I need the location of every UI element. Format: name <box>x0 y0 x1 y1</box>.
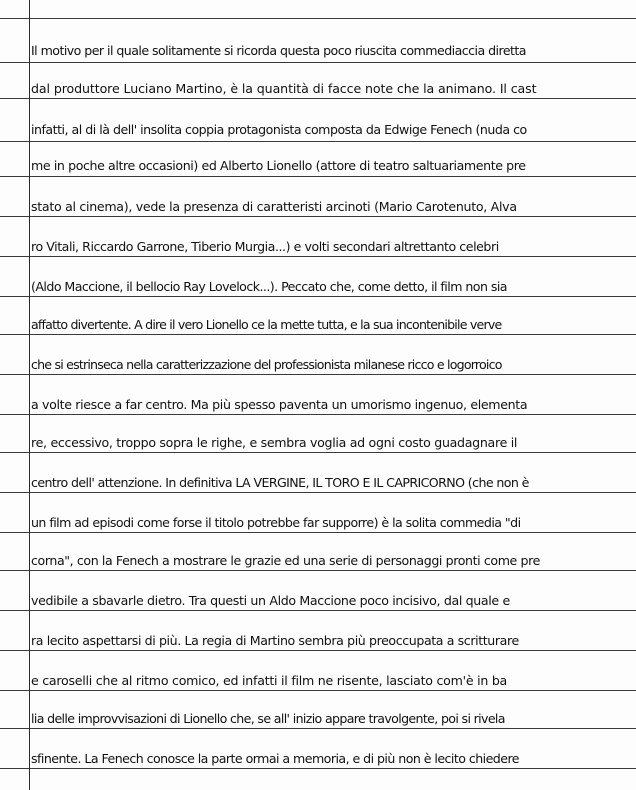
text-line: affatto divertente. A dire il vero Lionello ce la mette tutta, e la sua incontenibile verve <box>31 317 502 332</box>
text-line: (Aldo Maccione, il bellocio Ray Lovelock...). Peccato che, come detto, il film non sia <box>31 279 507 294</box>
ruled-line <box>0 141 636 142</box>
text-line: Il motivo per il quale solitamente si ricorda questa poco riuscita commediaccia diretta <box>31 43 526 58</box>
text-line: sfinente. La Fenech conosce la parte ormai a memoria, e di più non è lecito chiedere <box>31 751 519 766</box>
text-line: corna", con la Fenech a mostrare le grazie ed una serie di personaggi pronti come pre <box>31 553 540 568</box>
text-line: a volte riesce a far centro. Ma più spesso paventa un umorismo ingenuo, elementa <box>31 397 528 412</box>
text-line: re, eccessivo, troppo sopra le righe, e sembra voglia ad ogni costo guadagnare il <box>31 435 518 450</box>
text-line: che si estrinseca nella caratterizzazione del professionista milanese ricco e logorroico <box>31 357 502 372</box>
text-line: me in poche altre occasioni) ed Alberto Lionello (attore di teatro saltuariamente pre <box>31 158 526 173</box>
text-line: e caroselli che al ritmo comico, ed infatti il film ne risente, lasciato com'è in ba <box>31 673 508 688</box>
ruled-line <box>0 18 636 19</box>
margin-line <box>29 0 30 790</box>
text-line: ra lecito aspettarsi di più. La regia di Martino sembra più preoccupata a scritturare <box>31 633 519 648</box>
text-line: ro Vitali, Riccardo Garrone, Tiberio Murgia...) e volti secondari altrettanto celebri <box>31 239 499 254</box>
text-line: centro dell' attenzione. In definitiva LA VERGINE, IL TORO E IL CAPRICORNO (che non è <box>31 475 529 490</box>
text-line: vedibile a sbavarle dietro. Tra questi un Aldo Maccione poco incisivo, dal quale e <box>31 593 510 608</box>
text-line: lia delle improvvisazioni di Lionello che, se all' inizio appare travolgente, poi si rivela <box>31 711 505 726</box>
text-line: un film ad episodi come forse il titolo potrebbe far supporre) è la solita commedia "di <box>31 515 521 530</box>
ruled-line <box>0 62 636 63</box>
text-line: stato al cinema), vede la presenza di caratteristi arcinoti (Mario Carotenuto, Alva <box>31 199 517 214</box>
text-line: infatti, al di là dell' insolita coppia protagonista composta da Edwige Fenech (nuda co <box>31 122 527 137</box>
text-line: dal produttore Luciano Martino, è la quantità di facce note che la animano. Il cast <box>31 81 537 96</box>
